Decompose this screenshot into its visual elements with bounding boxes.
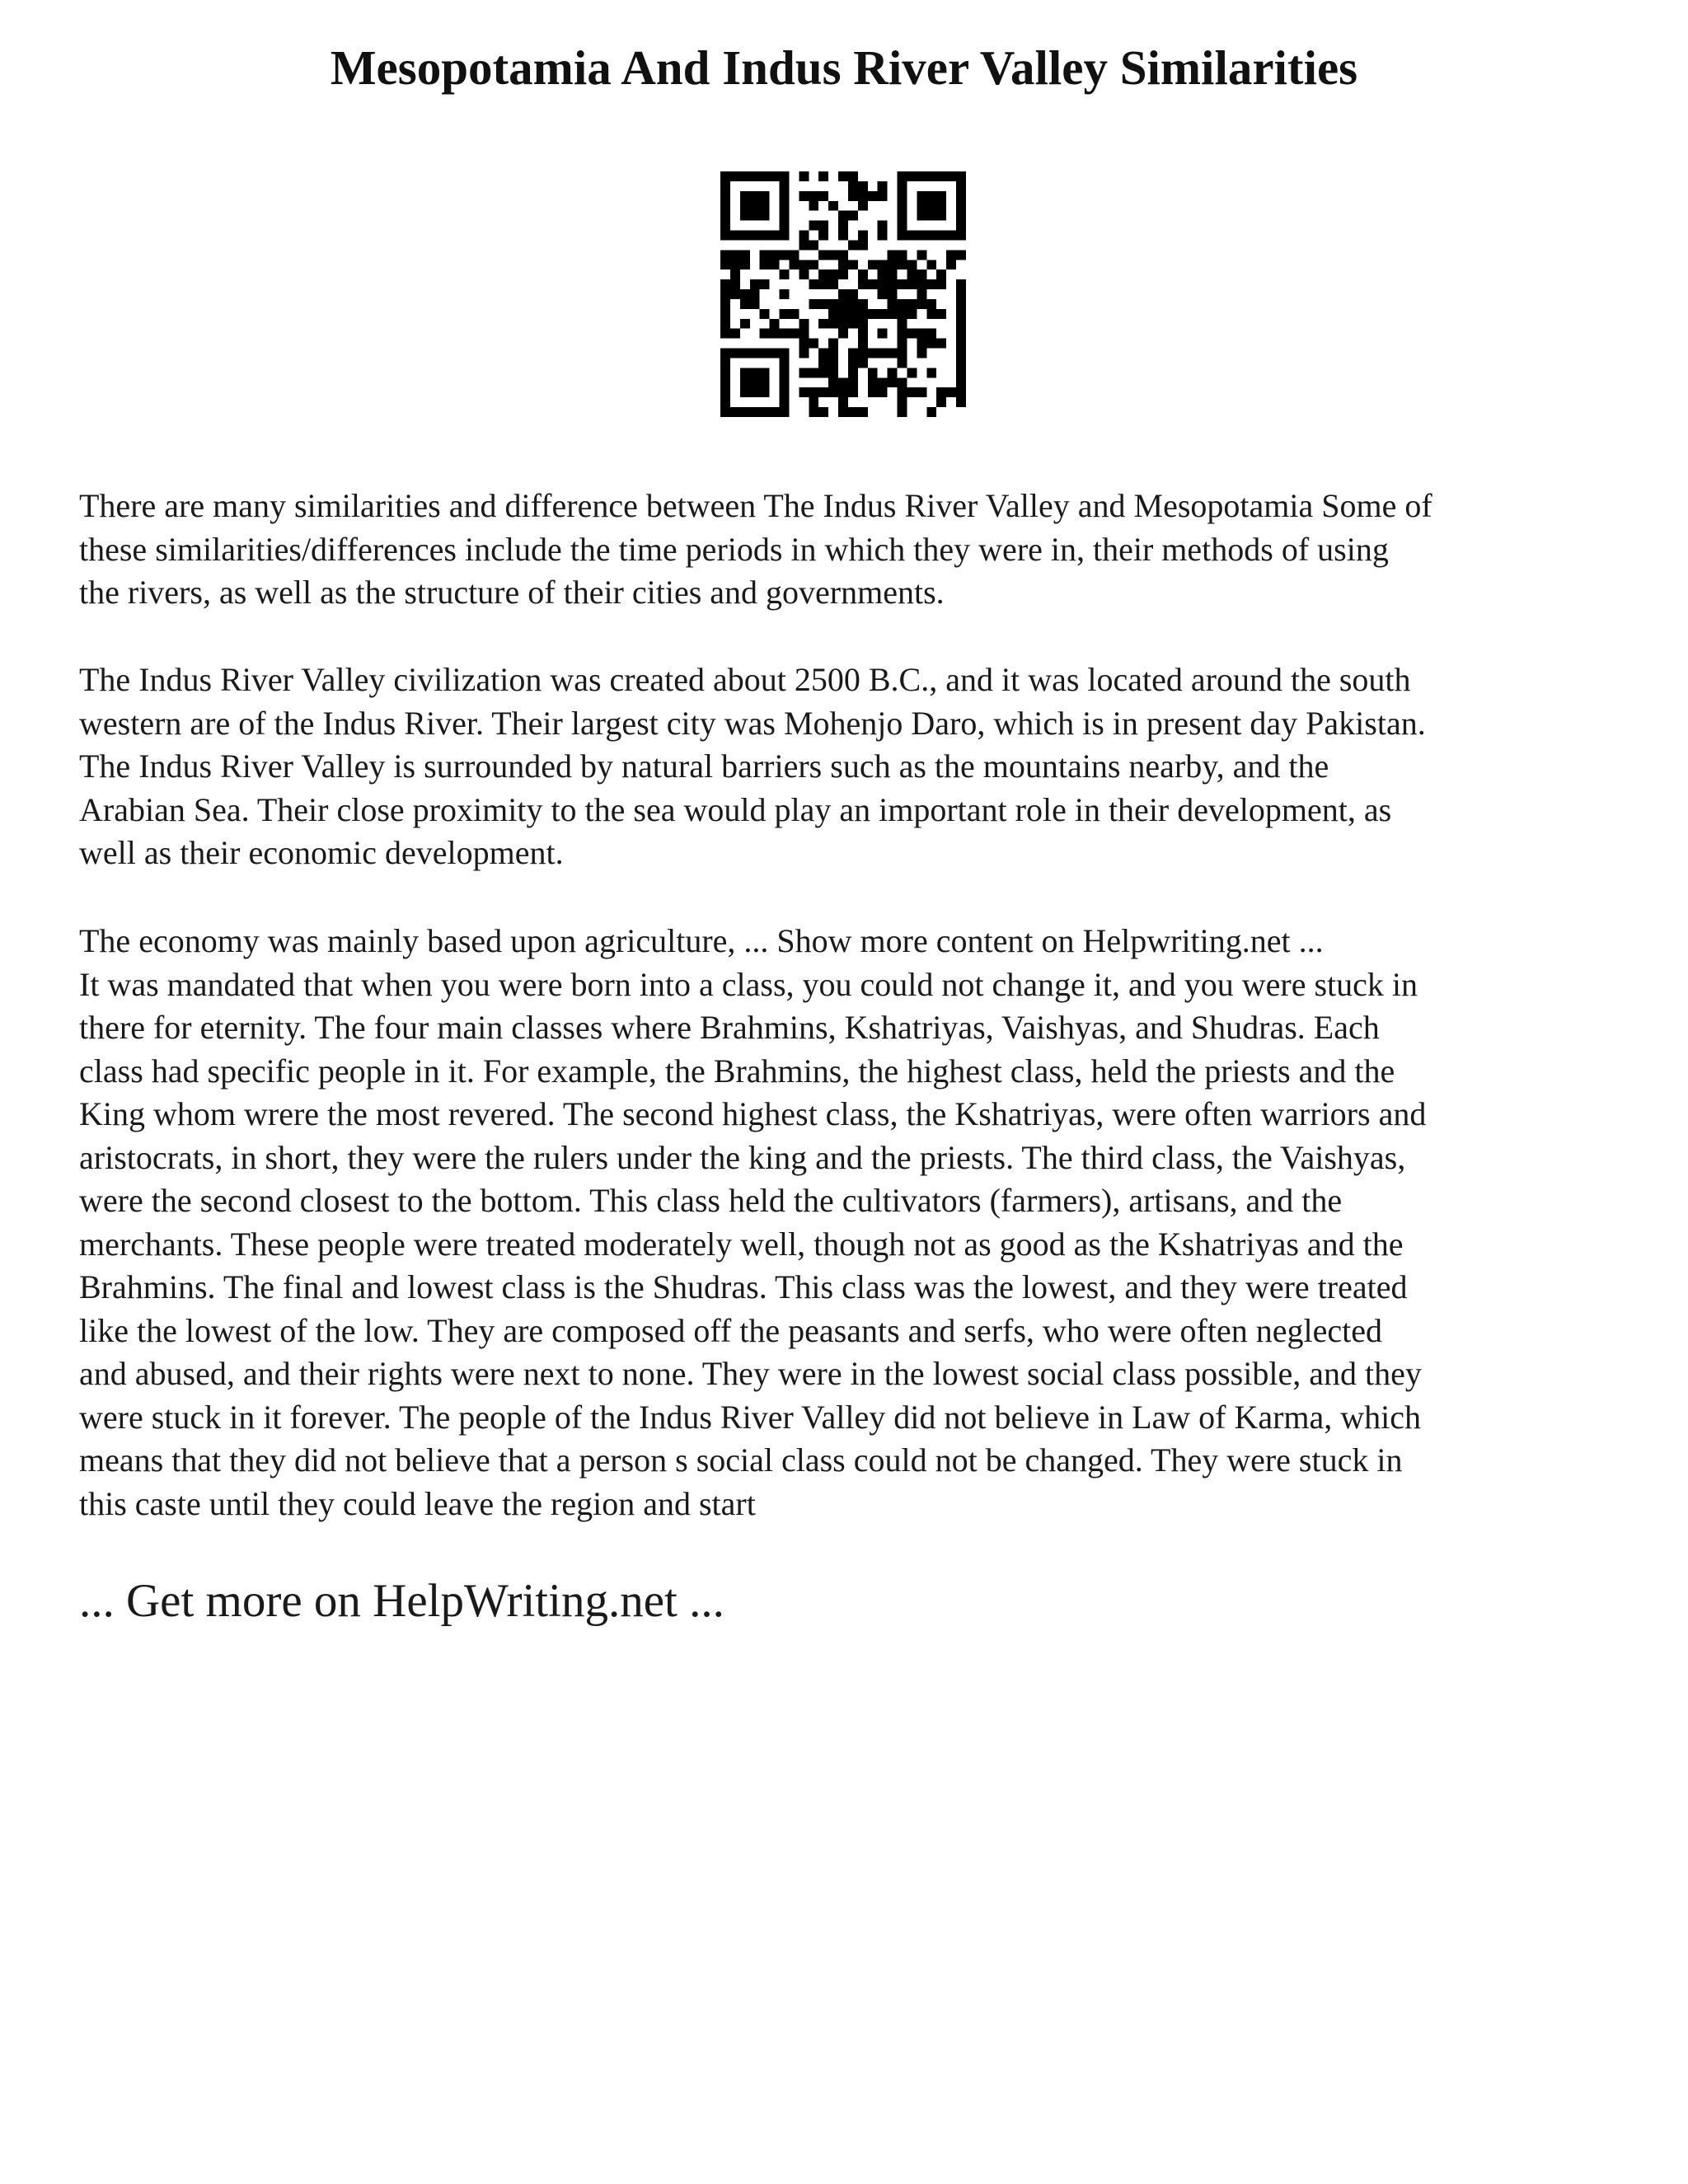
page-title: Mesopotamia And Indus River Valley Similarities: [330, 40, 1358, 95]
intro-paragraph: There are many similarities and difference between The Indus River Valley and Mesopotamia Some of these similarities/differences include the time periods in which they were in, their methods of using the rivers, as well as the structure of their cities and governments.: [79, 487, 1432, 611]
indus-location-paragraph: The Indus River Valley civilization was created about 2500 B.C., and it was located around the south western are of the Indus River. Their largest city was Mohenjo Daro, which is in present day Pakistan. The Indus River Valley is surrounded by natural barriers such as the mountains nearby, and the Arabian Sea. Their close proximity to the sea would play an important role in their development, as well as their economic development.: [79, 661, 1426, 871]
economy-caste-paragraph: The economy was mainly based upon agriculture, ... Show more content on Helpwriting.net ... It was mandated that when you were born into a class, you could not change it, and you were stuck in there for eternity. The four main classes where Brahmins, Kshatriyas, Vaishyas, and Shudras. Each class had specific people in it. For example, the Brahmins, the highest class, held the priests and the King whom wrere the most revered. The second highest class, the Kshatriyas, were often warriors and aristocrats, in short, they were the rulers under the king and the priests. The third class, the Vaishyas, were the second closest to the bottom. This class held the cultivators (farmers), artisans, and the merchants. These people were treated moderately well, though not as good as the Kshatriyas and the Brahmins. The final and lowest class is the Shudras. This class was the lowest, and they were treated like the lowest of the low. They are composed off the peasants and serfs, who were often neglected and abused, and their rights were next to none. They were in the lowest social class possible, and they were stuck in it forever. The people of the Indus River Valley did not believe in Law of Karma, which means that they did not believe that a person s social class could not be changed. They were stuck in this caste until they could leave the region and start: [79, 922, 1427, 1522]
get-more-link[interactable]: ... Get more on HelpWriting.net ...: [79, 1575, 724, 1627]
qr-code-icon: [720, 171, 966, 417]
